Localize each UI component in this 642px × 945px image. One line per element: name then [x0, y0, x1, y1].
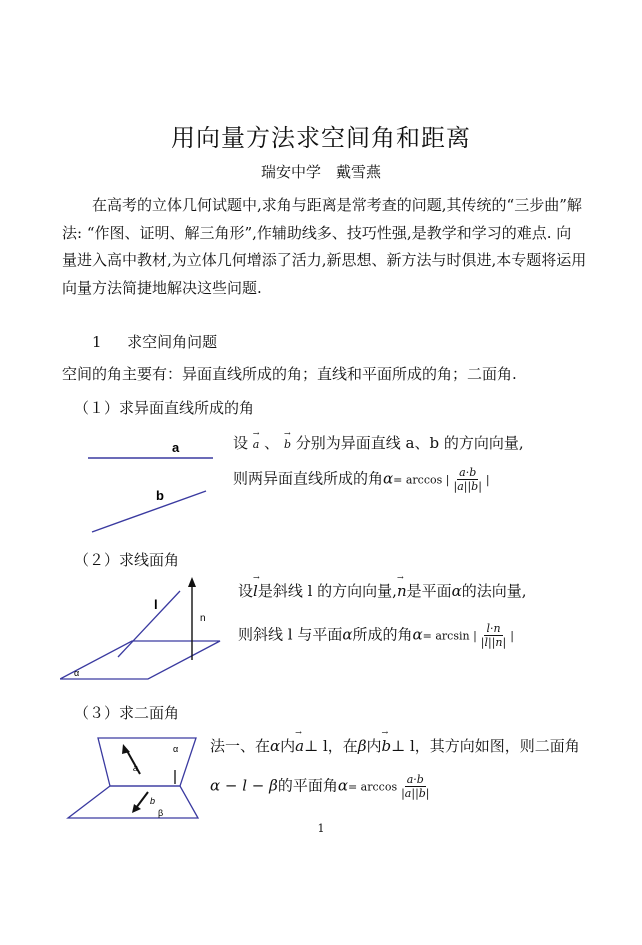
line-a-label: a [172, 440, 180, 455]
part-2-formula: 则斜线 l 与平面α所成的角α= arcsin | $\frac{l\cdot n}{|l||n|}$ | [238, 622, 514, 649]
line-b-label: b [156, 488, 164, 503]
part-3-text-1: 法一、在α内→ a⊥ l，在β内→ b⊥ l，其方向如图，则二面角 [210, 735, 580, 756]
plane-alpha [60, 641, 220, 679]
formula-fraction: $\frac{a\cdot b}{|a||b|}$ [453, 466, 482, 493]
author-line: 瑞安中学 戴雪燕 [260, 163, 381, 181]
plane-alpha-label: α [173, 744, 179, 754]
part-2-heading: （２）求线面角 [74, 551, 180, 569]
intro-line-1: 在高考的立体几何试题中,求角与距离是常考查的问题,其传统的“三步曲”解 [92, 196, 582, 214]
plane-alpha-label: α [74, 668, 80, 678]
plane-alpha [98, 738, 196, 786]
part-1-heading: （１）求异面直线所成的角 [74, 399, 255, 417]
vector-a-label: a [133, 763, 139, 773]
vector-l: → l [253, 582, 258, 600]
page-title: 用向量方法求空间角和距离 [171, 124, 471, 152]
vector-a: → a [295, 737, 304, 755]
vector-n: → n [397, 582, 407, 600]
plane-beta [68, 786, 198, 818]
vector-a: → a [253, 438, 260, 451]
part-2-text-1: 设→ l是斜线 l 的方向向量,→ n是平面α的法向量, [238, 580, 527, 601]
vector-b-arrow [136, 792, 148, 808]
section-1-summary: 空间的角主要有：异面直线所成的角；直线和平面所成的角；二面角. [62, 365, 517, 383]
normal-arrowhead [188, 577, 196, 587]
line-l-label: l [154, 597, 158, 612]
intro-line-2: 法: “作图、证明、解三角形”,作辅助线多、技巧性强,是教学和学习的难点. 向 [62, 223, 572, 242]
formula-fraction: $\frac{l\cdot n}{|l||n|}$ [480, 622, 507, 649]
vector-b: → b [284, 438, 291, 451]
vector-b: → b [382, 737, 392, 755]
plane-beta-label: β [158, 808, 164, 818]
line-plane-figure [60, 575, 225, 685]
oblique-line [118, 591, 180, 657]
intro-line-4: 向量方法简捷地解决这些问题. [62, 278, 262, 297]
formula-fraction: $\frac{a\cdot b}{|a||b|}$ [401, 773, 430, 800]
intro-paragraph [62, 192, 590, 302]
part-3-formula: α − l − β的平面角α= arccos $\frac{a\cdot b}{|a||b|}$ [210, 773, 430, 800]
section-title: 求空间角问题 [127, 333, 218, 351]
page-number: 1 [317, 822, 325, 835]
intro-line-3: 量进入高中教材,为立体几何增添了活力,新思想、新方法与时俱进,本专题将运用 [62, 251, 587, 269]
part-1-formula: 则两异面直线所成的角α= arccos | $\frac{a\cdot b}{|a||b|}$ | [233, 466, 490, 493]
part-3-heading: （３）求二面角 [74, 704, 180, 722]
skew-lines-figure [80, 436, 220, 540]
section-1-heading [92, 331, 217, 352]
line-b [92, 491, 206, 532]
section-number: 1 [92, 333, 102, 351]
part-1-text-1: 设 → a 、 → b 分别为异面直线 a、b 的方向向量, [233, 432, 524, 453]
normal-n-label: n [200, 613, 206, 624]
vector-b-arrowhead [132, 804, 141, 813]
vector-b-label: b [150, 796, 156, 806]
dihedral-angle-figure [66, 734, 216, 826]
